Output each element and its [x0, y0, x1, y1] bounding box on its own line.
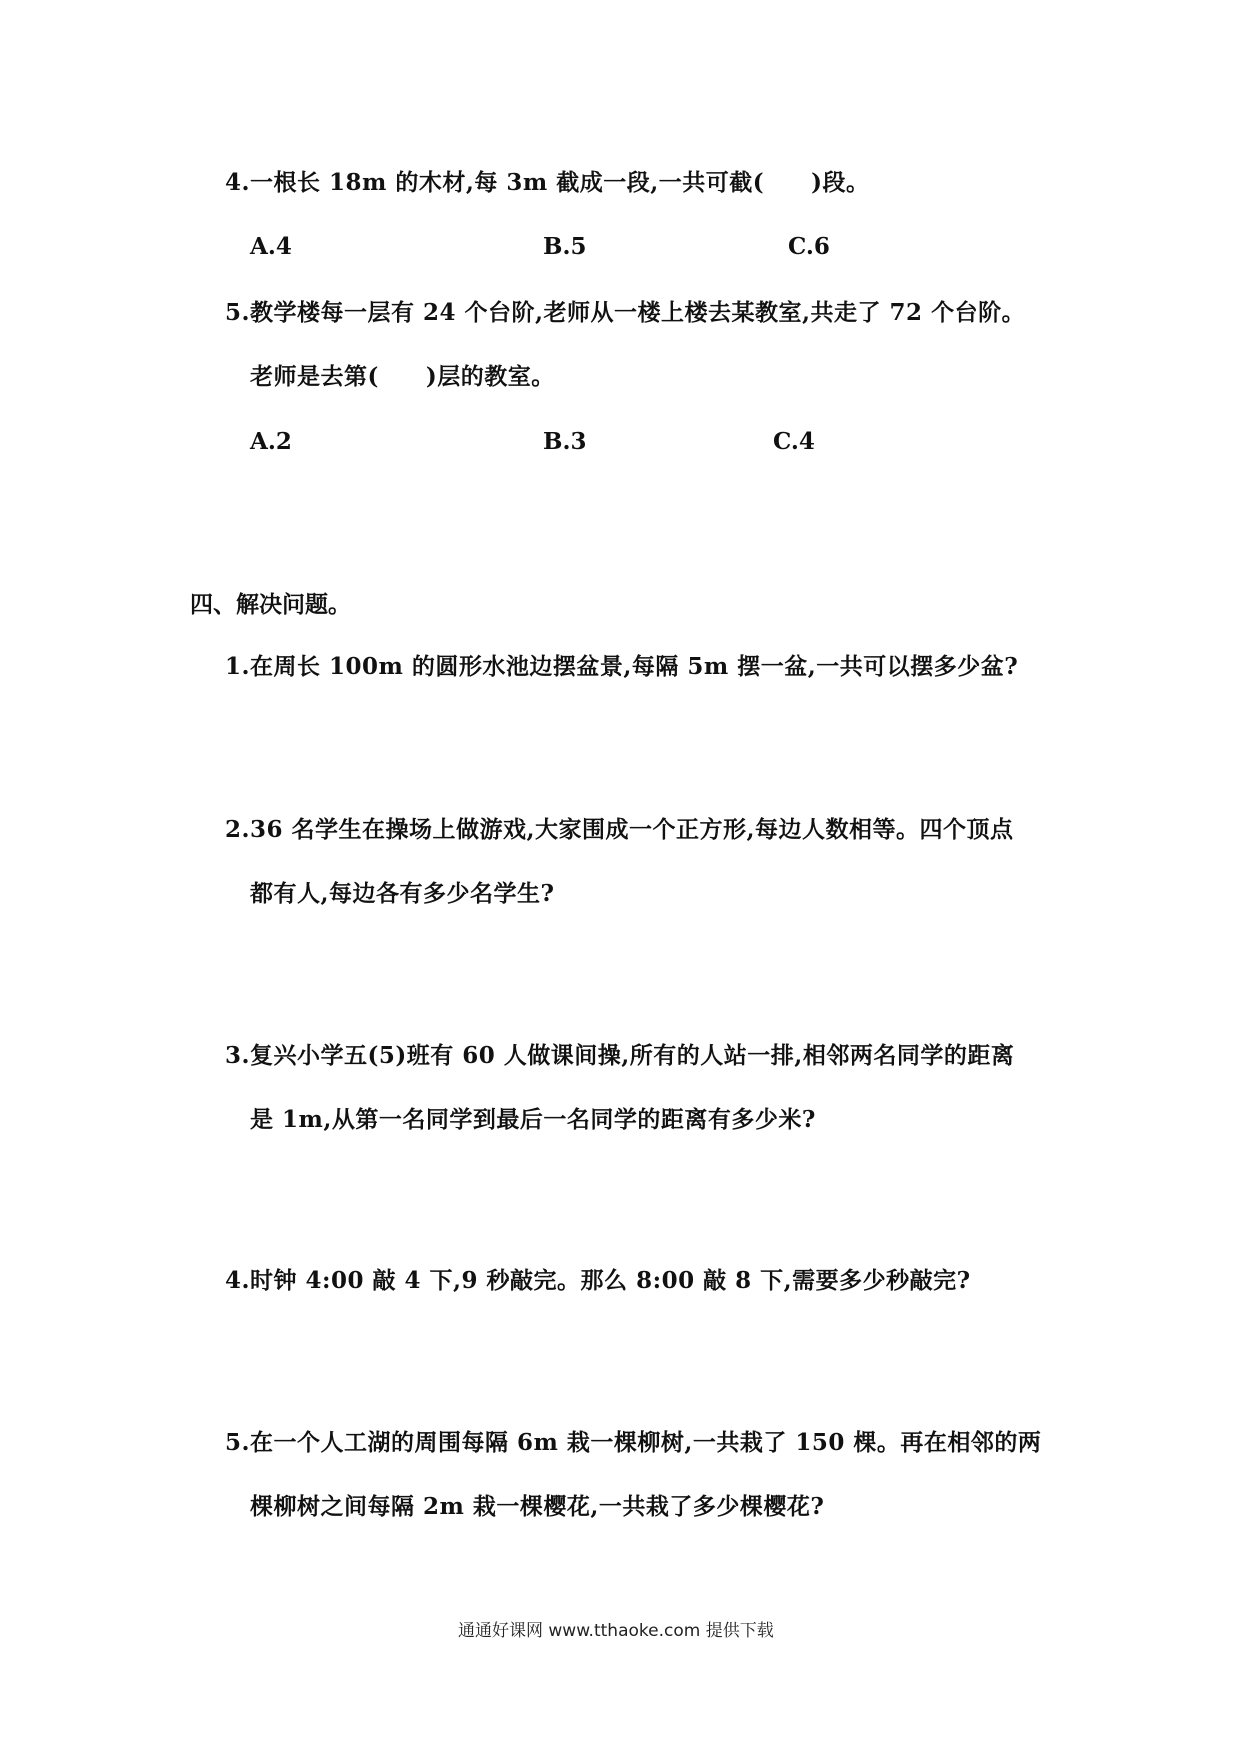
problem-1-line1: 1.在周长 100m 的圆形水池边摆盆景,每隔 5m 摆一盆,一共可以摆多少盆?: [225, 653, 1019, 680]
problem-5-line2: 棵柳树之间每隔 2m 栽一棵樱花,一共栽了多少棵樱花?: [250, 1493, 825, 1520]
section-heading: 四、解决问题。: [190, 591, 351, 618]
problem-2-line2: 都有人,每边各有多少名学生?: [250, 880, 555, 907]
question-4-option-c: C.6: [788, 233, 830, 260]
question-4-option-a: A.4: [250, 233, 292, 260]
question-5-text-line1: 5.教学楼每一层有 24 个台阶,老师从一楼上楼去某教室,共走了 72 个台阶。: [225, 299, 1026, 326]
problem-5-line1: 5.在一个人工湖的周围每隔 6m 栽一棵柳树,一共栽了 150 棵。再在相邻的两: [225, 1429, 1042, 1456]
question-4-text: 4.一根长 18m 的木材,每 3m 截成一段,一共可截( )段。: [225, 169, 870, 196]
question-5-text-line2: 老师是去第( )层的教室。: [250, 363, 555, 390]
footer-download-note: 通通好课网 www.tthaoke.com 提供下载: [458, 1621, 774, 1641]
question-5-option-b: B.3: [543, 428, 587, 455]
question-5-option-a: A.2: [250, 428, 292, 455]
problem-3-line1: 3.复兴小学五(5)班有 60 人做课间操,所有的人站一排,相邻两名同学的距离: [225, 1042, 1015, 1069]
problem-3-line2: 是 1m,从第一名同学到最后一名同学的距离有多少米?: [250, 1106, 816, 1133]
question-4-option-b: B.5: [543, 233, 587, 260]
problem-4-line1: 4.时钟 4:00 敲 4 下,9 秒敲完。那么 8:00 敲 8 下,需要多少秒敲完?: [225, 1267, 971, 1294]
question-5-option-c: C.4: [773, 428, 815, 455]
problem-2-line1: 2.36 名学生在操场上做游戏,大家围成一个正方形,每边人数相等。四个顶点: [225, 816, 1014, 843]
